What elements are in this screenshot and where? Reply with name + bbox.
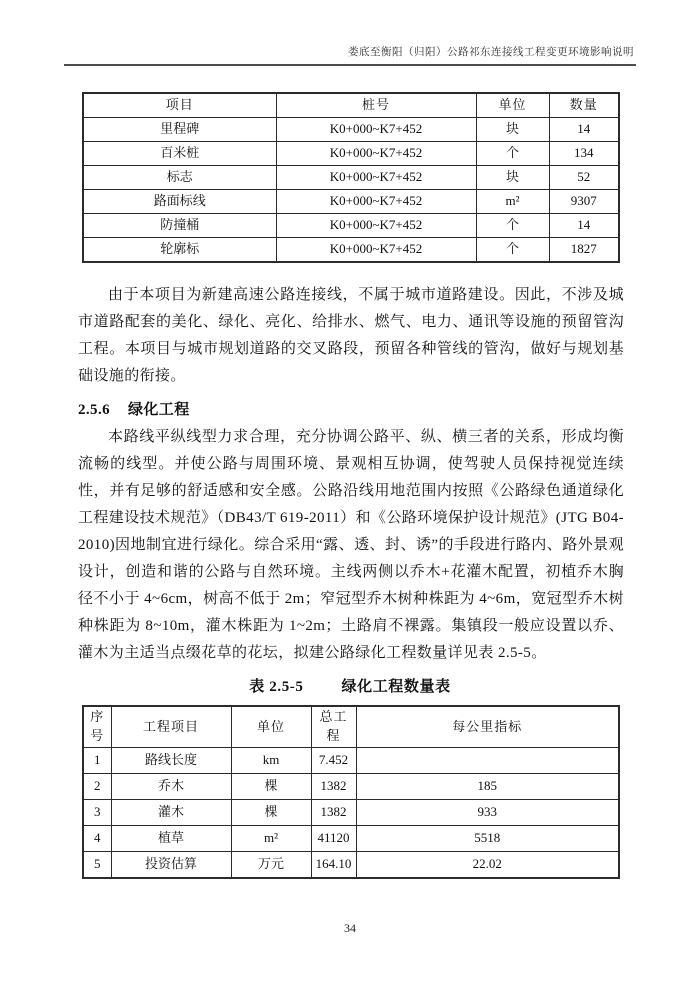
table-cell: 14 <box>549 118 619 142</box>
table-caption <box>0 675 700 696</box>
table-cell: 1 <box>83 748 111 774</box>
table-cell: 52 <box>549 166 619 190</box>
table-cell: 路线长度 <box>111 748 231 774</box>
table-cell: 乔木 <box>111 774 231 800</box>
table-cell: 1382 <box>311 774 356 800</box>
table-row <box>83 214 619 238</box>
section-number: 2.5.6 <box>78 402 110 418</box>
table-cell <box>356 748 619 774</box>
table-row <box>83 826 619 852</box>
table-cell: 植草 <box>111 826 231 852</box>
table-caption-label: 表 2.5-5 <box>249 679 304 695</box>
table-cell: m² <box>476 190 549 214</box>
table-row <box>83 800 619 826</box>
table-cell: 块 <box>476 166 549 190</box>
table-header-row <box>83 706 619 748</box>
table-cell: 个 <box>476 214 549 238</box>
table-header-cell: 项目 <box>83 93 276 118</box>
table-header-cell: 工程项目 <box>111 706 231 748</box>
table-cell: 灌木 <box>111 800 231 826</box>
table-header-cell: 序号 <box>83 706 111 748</box>
table-cell: 134 <box>549 142 619 166</box>
table-cell: 14 <box>549 214 619 238</box>
table-header-cell: 每公里指标 <box>356 706 619 748</box>
table-cell: 个 <box>476 238 549 263</box>
table-cell: 2 <box>83 774 111 800</box>
header-title: 娄底至衡阳（归阳）公路祁东连接线工程变更环境影响说明 <box>348 47 634 58</box>
table-cell: 1827 <box>549 238 619 263</box>
section-title: 绿化工程 <box>128 402 190 418</box>
table-header-cell: 总工程 <box>311 706 356 748</box>
table-cell: 里程碑 <box>83 118 276 142</box>
table-cell: 百米桩 <box>83 142 276 166</box>
table-cell: 164.10 <box>311 852 356 879</box>
table-cell: K0+000~K7+452 <box>276 214 476 238</box>
greening-quantity-table <box>82 705 620 879</box>
table-cell: 投资估算 <box>111 852 231 879</box>
section-heading <box>78 398 624 419</box>
table-cell: 轮廓标 <box>83 238 276 263</box>
table-cell: 3 <box>83 800 111 826</box>
paragraph-greening: 本路线平纵线型力求合理，充分协调公路平、纵、横三者的关系，形成均衡流畅的线型。并使公路与周围环境、景观相互协调，使驾驶人员保持视觉连续性，并有足够的舒适感和安全感。公路沿线用地范围内按照《公路绿色通道绿化工程建设技术规范》（DB43/T 619-2011）和《公路环境保护设计规范》(JTG B04-2010)因地制宜进行绿化。综合采用“露、透、封、诱”的手段进行路内、路外景观设计，创造和谐的公路与自然环境。主线两侧以乔木+花灌木配置，初植乔木胸径不小于 4~6cm，树高不低于 2m；窄冠型乔木树种株距为 4~6m，宽冠型乔木树种株距为 8~10m，灌木株距为 1~2m；土路肩不裸露。集镇段一般应设置以乔、灌木为主适当点缀花草的花坛，拟建公路绿化工程数量详见表 2.5-5。 <box>78 429 624 661</box>
table-cell: 路面标线 <box>83 190 276 214</box>
table-row <box>83 166 619 190</box>
table-cell: 个 <box>476 142 549 166</box>
table-cell: K0+000~K7+452 <box>276 238 476 263</box>
table-cell: 41120 <box>311 826 356 852</box>
table-cell: 185 <box>356 774 619 800</box>
table-caption-title: 绿化工程数量表 <box>341 679 451 695</box>
table-cell: m² <box>231 826 311 852</box>
page-header <box>64 0 636 66</box>
table-cell: 棵 <box>231 774 311 800</box>
table-cell: 防撞桶 <box>83 214 276 238</box>
table-cell: 22.02 <box>356 852 619 879</box>
table-header-cell: 数量 <box>549 93 619 118</box>
table-cell: K0+000~K7+452 <box>276 118 476 142</box>
table-row <box>83 774 619 800</box>
table-cell: K0+000~K7+452 <box>276 166 476 190</box>
table-cell: 5 <box>83 852 111 879</box>
table-cell: 933 <box>356 800 619 826</box>
table-row <box>83 748 619 774</box>
table-cell: 棵 <box>231 800 311 826</box>
table-cell: K0+000~K7+452 <box>276 142 476 166</box>
table-header-cell: 单位 <box>231 706 311 748</box>
table-row <box>83 238 619 263</box>
table-cell: 万元 <box>231 852 311 879</box>
table-cell: 9307 <box>549 190 619 214</box>
table-cell: 4 <box>83 826 111 852</box>
table-cell: 5518 <box>356 826 619 852</box>
table-header-cell: 单位 <box>476 93 549 118</box>
table-header-cell: 桩号 <box>276 93 476 118</box>
table-cell: 7.452 <box>311 748 356 774</box>
page-number: 34 <box>344 921 356 935</box>
table-row <box>83 190 619 214</box>
table-cell: K0+000~K7+452 <box>276 190 476 214</box>
table-header-row <box>83 93 619 118</box>
paragraph-municipal-facilities: 由于本项目为新建高速公路连接线，不属于城市道路建设。因此，不涉及城市道路配套的美化、绿化、亮化、给排水、燃气、电力、通讯等设施的预留管沟工程。本项目与城市规划道路的交叉路段，预留各种管线的管沟，做好与规划基础设施的衔接。 <box>78 287 624 384</box>
table-cell: 块 <box>476 118 549 142</box>
table-row <box>83 118 619 142</box>
table-row <box>83 852 619 879</box>
table-row <box>83 142 619 166</box>
table-cell: 1382 <box>311 800 356 826</box>
signage-quantity-table <box>82 92 620 263</box>
table-cell: km <box>231 748 311 774</box>
table-cell: 标志 <box>83 166 276 190</box>
